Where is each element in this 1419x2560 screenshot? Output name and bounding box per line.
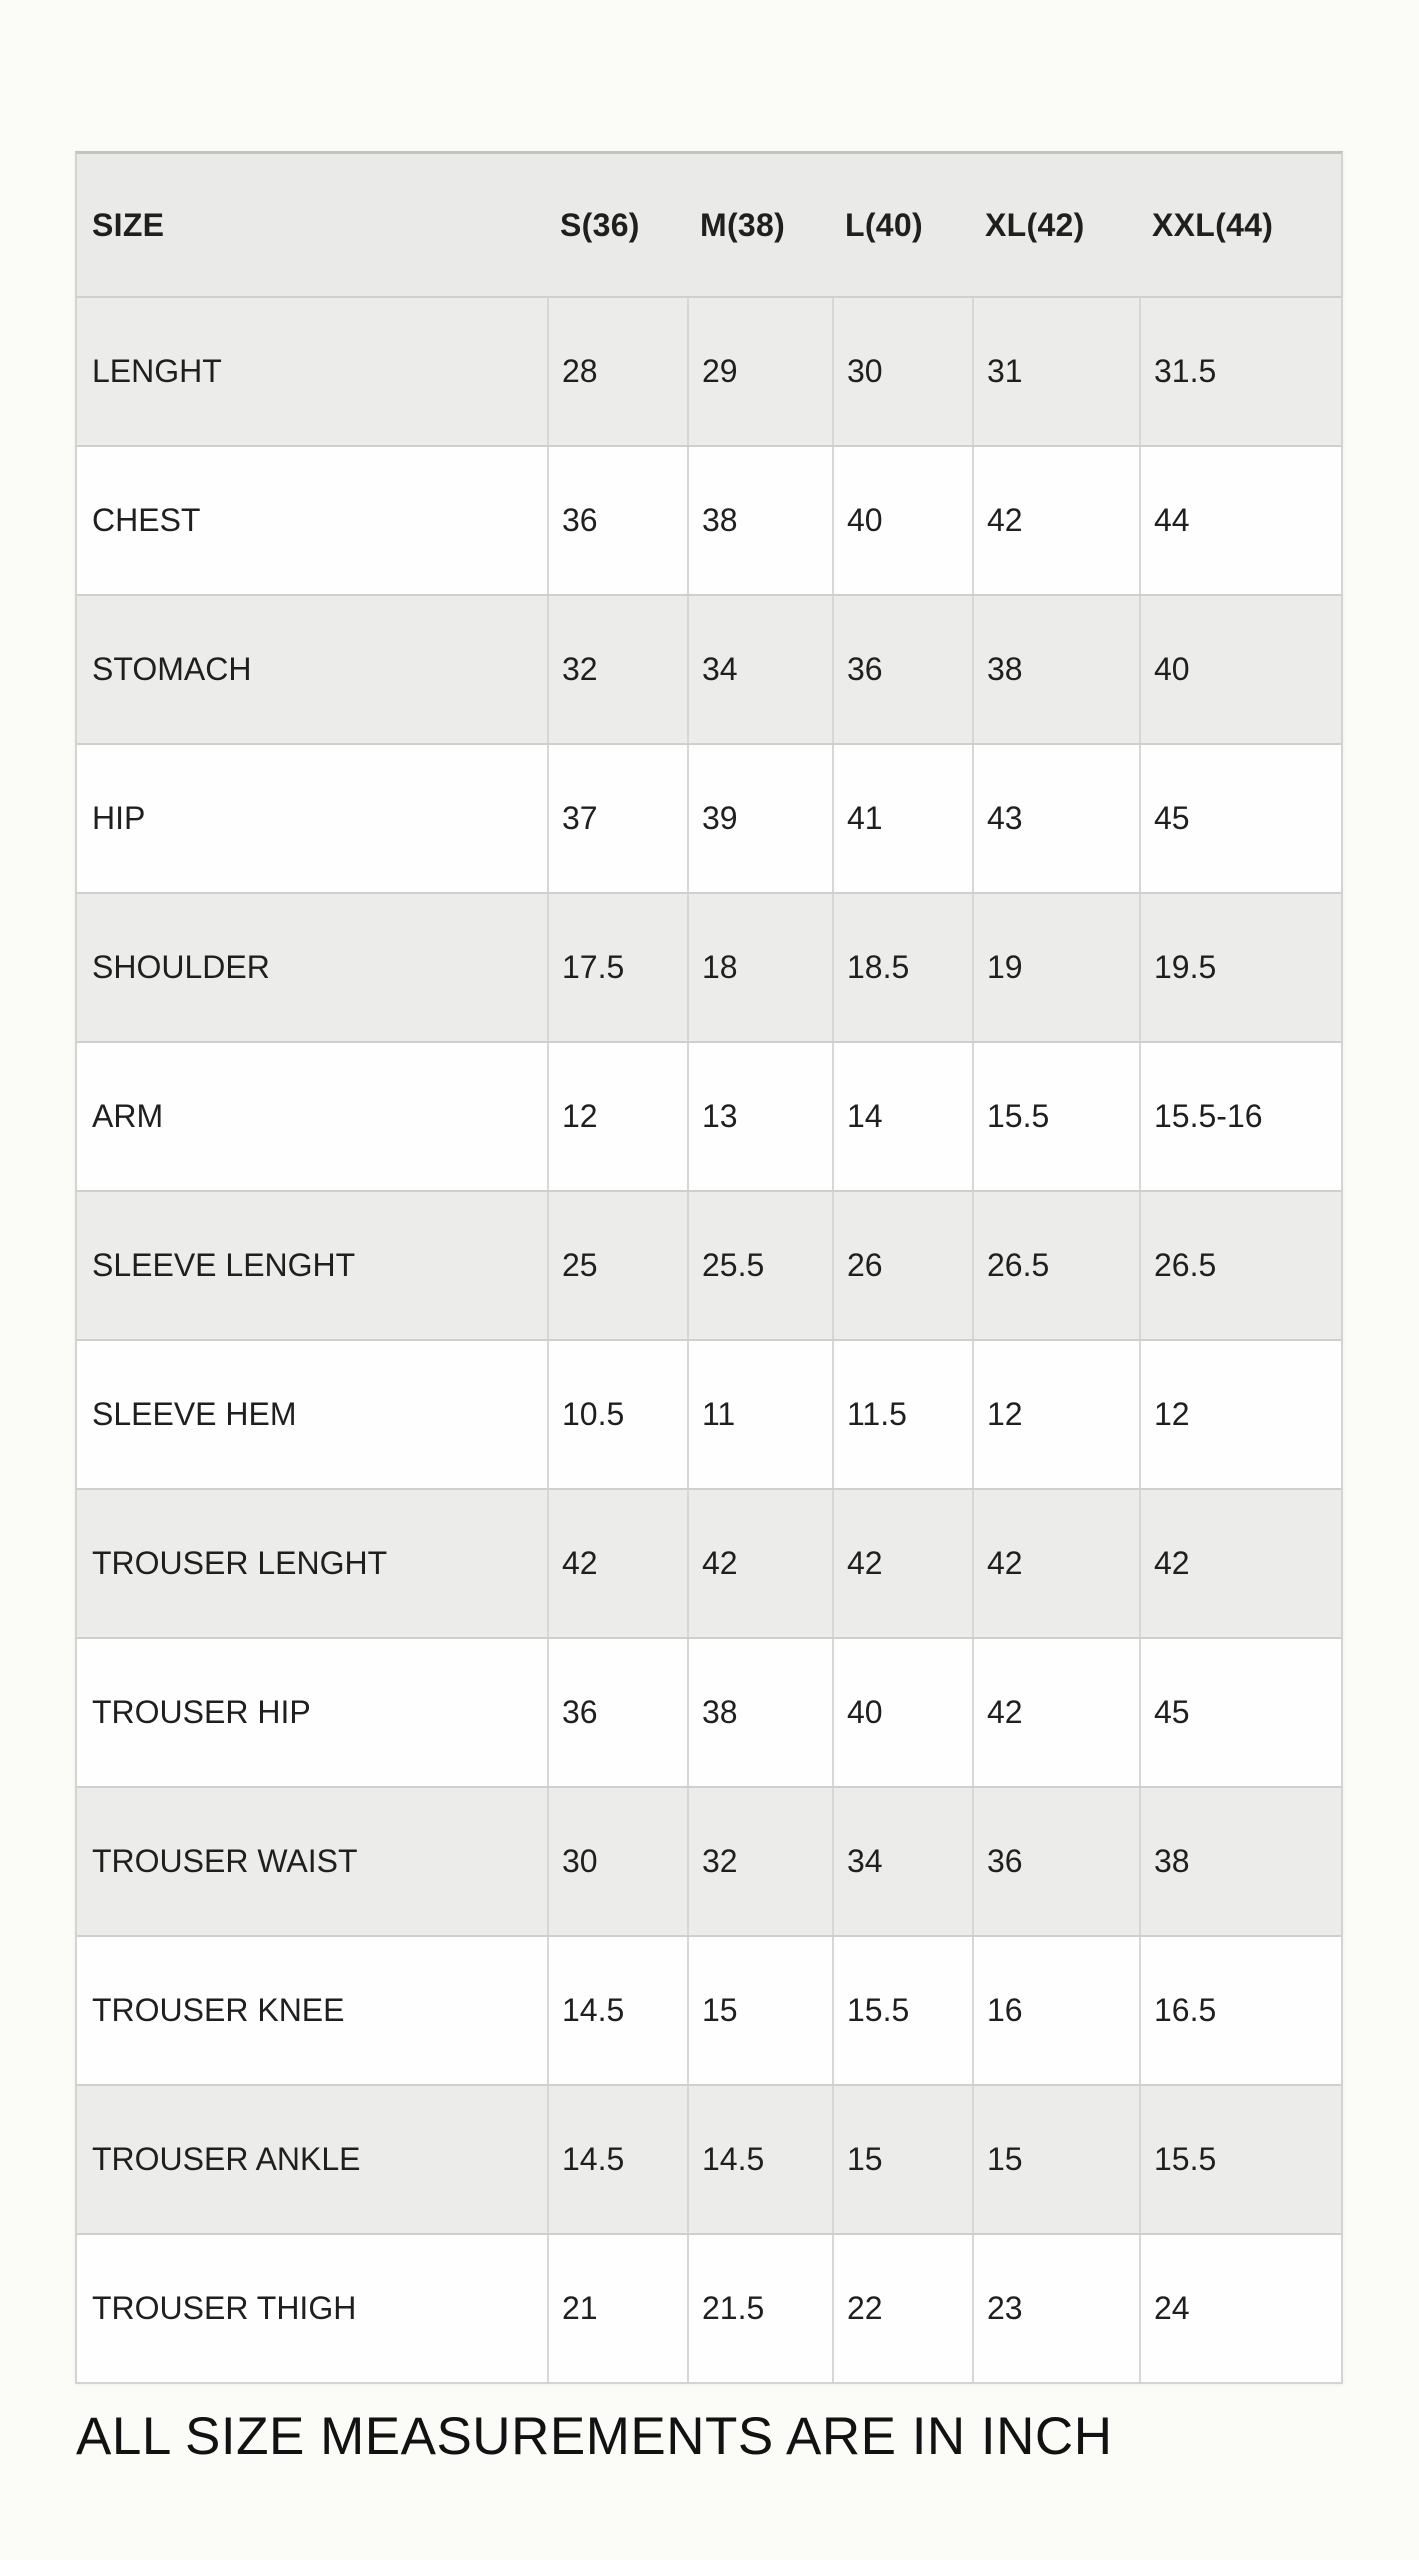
row-label: TROUSER ANKLE bbox=[92, 2141, 361, 2177]
size-value-cell: 26.5 bbox=[1139, 1192, 1341, 1339]
size-value-cell: 32 bbox=[687, 1788, 832, 1935]
row-label: CHEST bbox=[92, 502, 201, 538]
size-value-cell: 31.5 bbox=[1139, 298, 1341, 445]
size-value-cell: 36 bbox=[972, 1788, 1139, 1935]
size-value-cell: 26.5 bbox=[972, 1192, 1139, 1339]
size-value-cell: 40 bbox=[1139, 596, 1341, 743]
table-row bbox=[77, 445, 1341, 594]
size-value-cell: 15 bbox=[832, 2086, 972, 2233]
size-value-cell: 38 bbox=[972, 596, 1139, 743]
size-value-cell: 38 bbox=[687, 447, 832, 594]
table-row bbox=[77, 1041, 1341, 1190]
size-value-cell: 17.5 bbox=[547, 894, 687, 1041]
table-row bbox=[77, 594, 1341, 743]
size-value-cell: 23 bbox=[972, 2235, 1139, 2382]
size-value-cell: 45 bbox=[1139, 745, 1341, 892]
size-value-cell: 40 bbox=[832, 447, 972, 594]
size-value-cell: 13 bbox=[687, 1043, 832, 1190]
table-row bbox=[77, 2084, 1341, 2233]
size-value-cell: 29 bbox=[687, 298, 832, 445]
size-value-cell: 22 bbox=[832, 2235, 972, 2382]
size-value-cell: 21.5 bbox=[687, 2235, 832, 2382]
row-label: ARM bbox=[92, 1098, 164, 1134]
size-value-cell: 15.5 bbox=[1139, 2086, 1341, 2233]
header-cell-size: SIZE bbox=[92, 206, 165, 243]
size-value-cell: 14.5 bbox=[687, 2086, 832, 2233]
size-value-cell: 36 bbox=[547, 447, 687, 594]
size-value-cell: 38 bbox=[687, 1639, 832, 1786]
size-value-cell: 42 bbox=[972, 1490, 1139, 1637]
size-value-cell: 41 bbox=[832, 745, 972, 892]
size-value-cell: 42 bbox=[972, 447, 1139, 594]
size-value-cell: 24 bbox=[1139, 2235, 1341, 2382]
header-cell-l: L(40) bbox=[845, 206, 923, 243]
size-value-cell: 18.5 bbox=[832, 894, 972, 1041]
measurement-unit-note: ALL SIZE MEASUREMENTS ARE IN INCH bbox=[76, 2407, 1113, 2466]
table-row bbox=[77, 1935, 1341, 2084]
size-chart-table bbox=[75, 151, 1343, 2384]
size-value-cell: 16 bbox=[972, 1937, 1139, 2084]
size-value-cell: 15.5-16 bbox=[1139, 1043, 1341, 1190]
table-row bbox=[77, 1190, 1341, 1339]
size-value-cell: 15 bbox=[687, 1937, 832, 2084]
header-cell-xxl: XXL(44) bbox=[1152, 206, 1274, 243]
header-cell-m: M(38) bbox=[700, 206, 786, 243]
size-value-cell: 36 bbox=[832, 596, 972, 743]
size-value-cell: 14 bbox=[832, 1043, 972, 1190]
size-value-cell: 30 bbox=[832, 298, 972, 445]
size-value-cell: 42 bbox=[972, 1639, 1139, 1786]
size-value-cell: 38 bbox=[1139, 1788, 1341, 1935]
table-body bbox=[77, 296, 1341, 2382]
table-row bbox=[77, 1786, 1341, 1935]
row-label: SHOULDER bbox=[92, 949, 270, 985]
row-label: TROUSER WAIST bbox=[92, 1843, 358, 1879]
table-row bbox=[77, 892, 1341, 1041]
size-value-cell: 39 bbox=[687, 745, 832, 892]
size-value-cell: 34 bbox=[687, 596, 832, 743]
size-value-cell: 36 bbox=[547, 1639, 687, 1786]
size-value-cell: 11.5 bbox=[832, 1341, 972, 1488]
size-value-cell: 31 bbox=[972, 298, 1139, 445]
size-value-cell: 12 bbox=[1139, 1341, 1341, 1488]
size-value-cell: 40 bbox=[832, 1639, 972, 1786]
row-label: TROUSER LENGHT bbox=[92, 1545, 388, 1581]
size-value-cell: 21 bbox=[547, 2235, 687, 2382]
size-value-cell: 30 bbox=[547, 1788, 687, 1935]
size-value-cell: 25.5 bbox=[687, 1192, 832, 1339]
table-row bbox=[77, 2233, 1341, 2382]
table-row bbox=[77, 1488, 1341, 1637]
size-value-cell: 43 bbox=[972, 745, 1139, 892]
size-value-cell: 42 bbox=[687, 1490, 832, 1637]
row-label: HIP bbox=[92, 800, 146, 836]
header-cell-s: S(36) bbox=[560, 206, 640, 243]
size-value-cell: 45 bbox=[1139, 1639, 1341, 1786]
table-row bbox=[77, 743, 1341, 892]
size-value-cell: 15.5 bbox=[832, 1937, 972, 2084]
row-label: SLEEVE HEM bbox=[92, 1396, 297, 1432]
size-value-cell: 12 bbox=[547, 1043, 687, 1190]
size-value-cell: 25 bbox=[547, 1192, 687, 1339]
header-cell-xl: XL(42) bbox=[985, 206, 1085, 243]
row-label: TROUSER HIP bbox=[92, 1694, 311, 1730]
size-value-cell: 26 bbox=[832, 1192, 972, 1339]
row-label: STOMACH bbox=[92, 651, 252, 687]
size-value-cell: 15.5 bbox=[972, 1043, 1139, 1190]
size-value-cell: 28 bbox=[547, 298, 687, 445]
size-value-cell: 14.5 bbox=[547, 2086, 687, 2233]
row-label: TROUSER THIGH bbox=[92, 2290, 357, 2326]
size-value-cell: 14.5 bbox=[547, 1937, 687, 2084]
table-row bbox=[77, 1339, 1341, 1488]
table-row bbox=[77, 1637, 1341, 1786]
size-value-cell: 18 bbox=[687, 894, 832, 1041]
size-value-cell: 34 bbox=[832, 1788, 972, 1935]
size-value-cell: 42 bbox=[1139, 1490, 1341, 1637]
size-value-cell: 42 bbox=[547, 1490, 687, 1637]
size-value-cell: 37 bbox=[547, 745, 687, 892]
size-value-cell: 44 bbox=[1139, 447, 1341, 594]
size-value-cell: 15 bbox=[972, 2086, 1139, 2233]
row-label: TROUSER KNEE bbox=[92, 1992, 345, 2028]
size-value-cell: 16.5 bbox=[1139, 1937, 1341, 2084]
size-value-cell: 10.5 bbox=[547, 1341, 687, 1488]
size-value-cell: 42 bbox=[832, 1490, 972, 1637]
size-value-cell: 32 bbox=[547, 596, 687, 743]
size-value-cell: 19 bbox=[972, 894, 1139, 1041]
size-value-cell: 12 bbox=[972, 1341, 1139, 1488]
size-value-cell: 11 bbox=[687, 1341, 832, 1488]
table-row bbox=[77, 296, 1341, 445]
row-label: SLEEVE LENGHT bbox=[92, 1247, 356, 1283]
size-value-cell: 19.5 bbox=[1139, 894, 1341, 1041]
row-label: LENGHT bbox=[92, 353, 222, 389]
table-header-row bbox=[77, 154, 1341, 296]
